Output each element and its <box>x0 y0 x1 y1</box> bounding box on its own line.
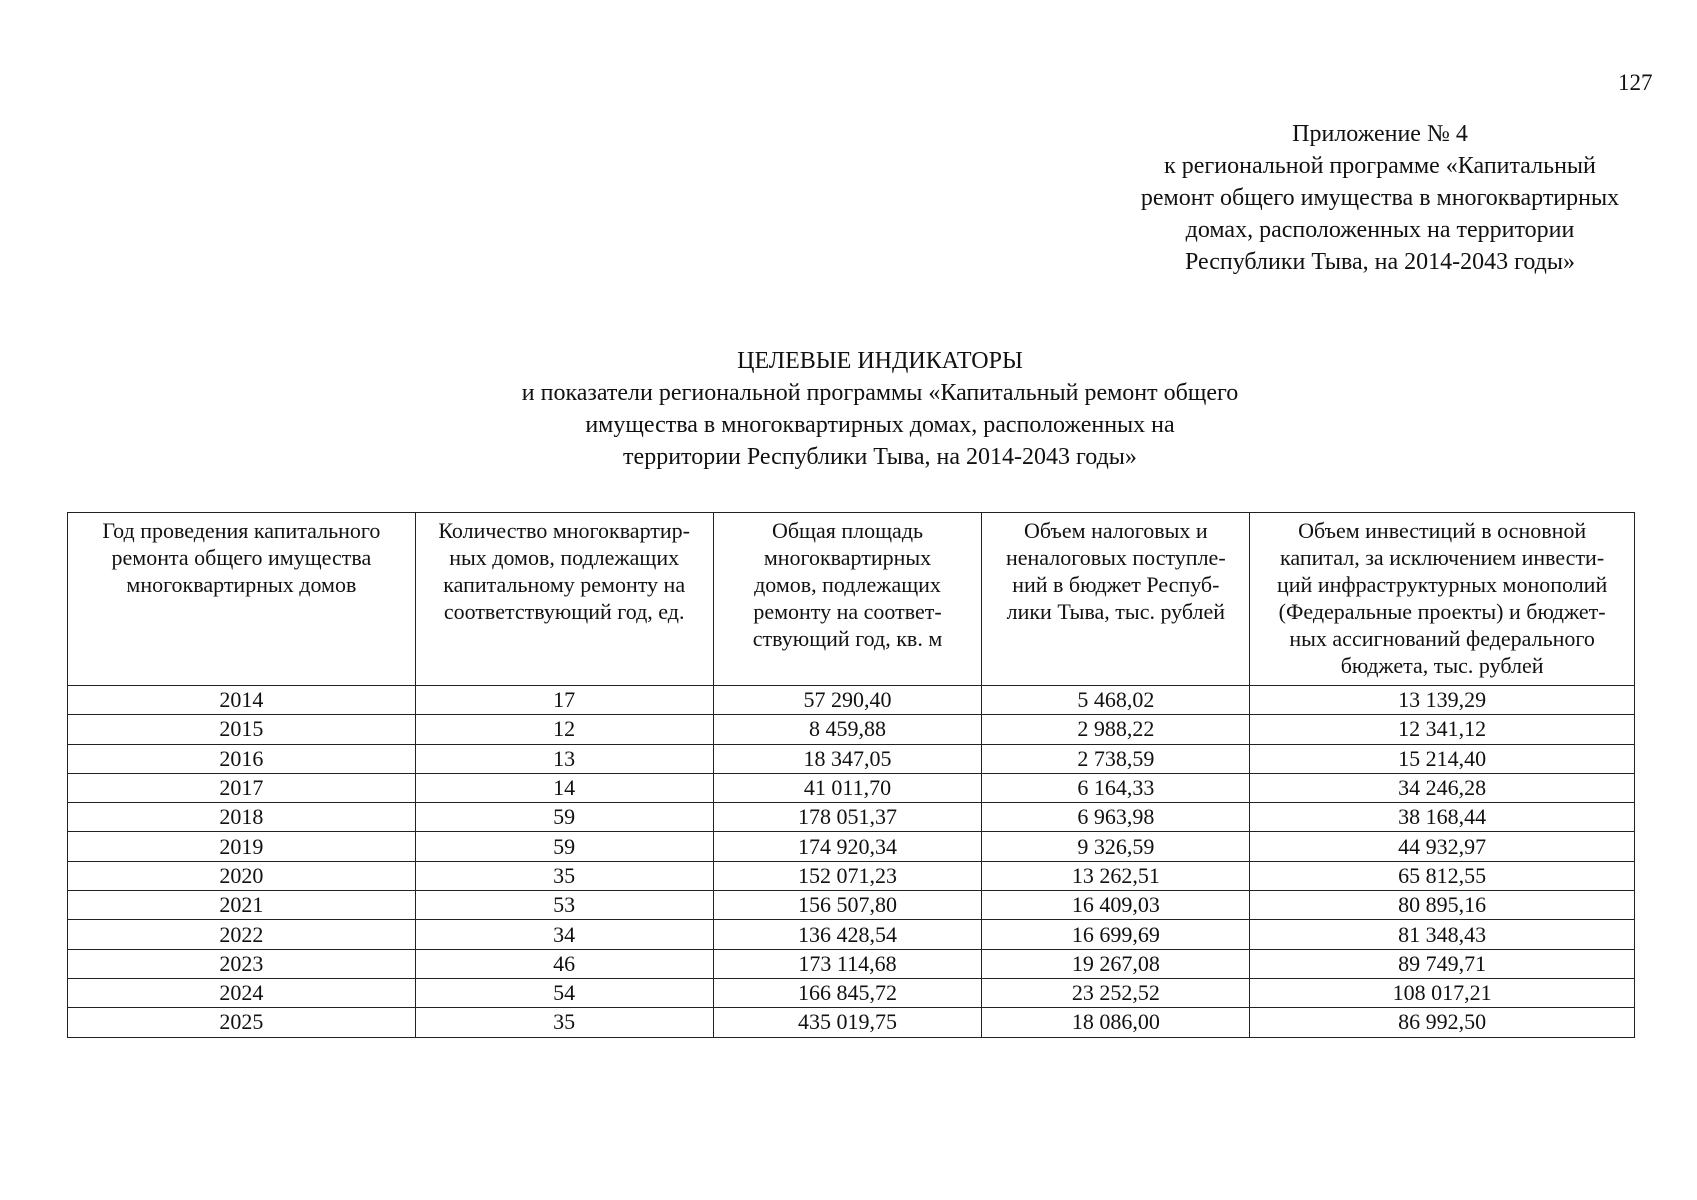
cell-investment: 34 246,28 <box>1250 773 1635 802</box>
header-line: (Федеральные проекты) и бюджет- <box>1278 599 1606 624</box>
header-line: ных домов, подлежащих <box>449 545 680 570</box>
header-line: бюджета, тыс. рублей <box>1340 653 1544 678</box>
header-line: ных ассигнований федерального <box>1289 626 1595 651</box>
table-row <box>68 978 1635 1007</box>
title-heading: ЦЕЛЕВЫЕ ИНДИКАТОРЫ <box>737 348 1023 374</box>
cell-house-count: 59 <box>415 803 713 832</box>
table-row <box>68 1008 1635 1037</box>
cell-year: 2017 <box>68 773 416 802</box>
cell-tax-revenue: 18 086,00 <box>982 1008 1250 1037</box>
header-house-count <box>415 513 713 686</box>
cell-total-area: 435 019,75 <box>713 1008 982 1037</box>
table-body <box>68 686 1635 1038</box>
cell-year: 2016 <box>68 744 416 773</box>
cell-house-count: 35 <box>415 861 713 890</box>
table-row <box>68 920 1635 949</box>
document-title <box>380 345 1380 473</box>
cell-total-area: 174 920,34 <box>713 832 982 861</box>
header-line: Общая площадь <box>771 518 924 543</box>
header-line: ций инфраструктурных монополий <box>1277 572 1608 597</box>
table-row <box>68 803 1635 832</box>
header-line: ремонта общего имущества <box>111 545 372 570</box>
table-row <box>68 686 1635 715</box>
header-line: ний в бюджет Респуб- <box>1012 572 1220 597</box>
header-line: лики Тыва, тыс. рублей <box>1006 599 1226 624</box>
cell-house-count: 35 <box>415 1008 713 1037</box>
cell-investment: 81 348,43 <box>1250 920 1635 949</box>
header-line: неналоговых поступле- <box>1006 545 1226 570</box>
header-line: Объем инвестиций в основной <box>1298 518 1587 543</box>
cell-house-count: 46 <box>415 949 713 978</box>
appendix-line: Приложение № 4 <box>1292 121 1468 147</box>
appendix-line: домах, расположенных на территории <box>1185 217 1575 243</box>
cell-total-area: 8 459,88 <box>713 715 982 744</box>
table-row <box>68 861 1635 890</box>
cell-total-area: 136 428,54 <box>713 920 982 949</box>
cell-house-count: 14 <box>415 773 713 802</box>
header-investment <box>1250 513 1635 686</box>
header-total-area <box>713 513 982 686</box>
cell-total-area: 173 114,68 <box>713 949 982 978</box>
header-line: ремонту на соответ- <box>753 599 942 624</box>
cell-tax-revenue: 19 267,08 <box>982 949 1250 978</box>
cell-total-area: 166 845,72 <box>713 978 982 1007</box>
cell-tax-revenue: 13 262,51 <box>982 861 1250 890</box>
cell-tax-revenue: 2 988,22 <box>982 715 1250 744</box>
cell-investment: 13 139,29 <box>1250 686 1635 715</box>
cell-house-count: 34 <box>415 920 713 949</box>
page-number: 127 <box>1618 70 1653 95</box>
title-line: территории Республики Тыва, на 2014-2043 годы» <box>623 444 1137 470</box>
cell-tax-revenue: 2 738,59 <box>982 744 1250 773</box>
cell-investment: 86 992,50 <box>1250 1008 1635 1037</box>
cell-year: 2024 <box>68 978 416 1007</box>
cell-total-area: 156 507,80 <box>713 891 982 920</box>
title-line: имущества в многоквартирных домах, расположенных на <box>585 412 1175 438</box>
cell-total-area: 57 290,40 <box>713 686 982 715</box>
cell-house-count: 13 <box>415 744 713 773</box>
cell-house-count: 17 <box>415 686 713 715</box>
table-row <box>68 891 1635 920</box>
indicators-table <box>67 512 1635 1038</box>
header-line: многоквартирных домов <box>126 572 357 597</box>
appendix-line: к региональной программе «Капитальный <box>1164 153 1596 179</box>
title-line: и показатели региональной программы «Капитальный ремонт общего <box>521 380 1239 406</box>
cell-tax-revenue: 9 326,59 <box>982 832 1250 861</box>
header-line: Год проведения капитального <box>102 518 381 543</box>
header-line: капитал, за исключением инвести- <box>1280 545 1605 570</box>
table-row <box>68 773 1635 802</box>
cell-investment: 65 812,55 <box>1250 861 1635 890</box>
table-row <box>68 744 1635 773</box>
appendix-line: Республики Тыва, на 2014-2043 годы» <box>1184 249 1576 275</box>
cell-year: 2014 <box>68 686 416 715</box>
cell-total-area: 178 051,37 <box>713 803 982 832</box>
cell-total-area: 41 011,70 <box>713 773 982 802</box>
cell-year: 2023 <box>68 949 416 978</box>
appendix-line: ремонт общего имущества в многоквартирных <box>1140 185 1620 211</box>
cell-total-area: 18 347,05 <box>713 744 982 773</box>
cell-house-count: 59 <box>415 832 713 861</box>
header-line: многоквартирных <box>763 545 932 570</box>
cell-tax-revenue: 23 252,52 <box>982 978 1250 1007</box>
cell-investment: 80 895,16 <box>1250 891 1635 920</box>
header-line: домов, подлежащих <box>754 572 941 597</box>
cell-year: 2022 <box>68 920 416 949</box>
cell-investment: 108 017,21 <box>1250 978 1635 1007</box>
cell-investment: 38 168,44 <box>1250 803 1635 832</box>
cell-tax-revenue: 6 164,33 <box>982 773 1250 802</box>
table-row <box>68 715 1635 744</box>
cell-year: 2019 <box>68 832 416 861</box>
table-row <box>68 949 1635 978</box>
cell-year: 2025 <box>68 1008 416 1037</box>
header-tax-revenue <box>982 513 1250 686</box>
cell-tax-revenue: 6 963,98 <box>982 803 1250 832</box>
cell-investment: 89 749,71 <box>1250 949 1635 978</box>
header-line: ствующий год, кв. м <box>752 626 943 651</box>
table-header-row <box>68 513 1635 686</box>
cell-tax-revenue: 16 409,03 <box>982 891 1250 920</box>
cell-investment: 15 214,40 <box>1250 744 1635 773</box>
cell-tax-revenue: 5 468,02 <box>982 686 1250 715</box>
cell-total-area: 152 071,23 <box>713 861 982 890</box>
table-row <box>68 832 1635 861</box>
cell-year: 2015 <box>68 715 416 744</box>
header-line: соответствующий год, ед. <box>443 599 685 624</box>
cell-tax-revenue: 16 699,69 <box>982 920 1250 949</box>
header-line: Количество многоквартир- <box>438 518 690 543</box>
cell-year: 2020 <box>68 861 416 890</box>
cell-investment: 44 932,97 <box>1250 832 1635 861</box>
appendix-note <box>1080 118 1680 278</box>
cell-year: 2021 <box>68 891 416 920</box>
cell-house-count: 54 <box>415 978 713 1007</box>
cell-investment: 12 341,12 <box>1250 715 1635 744</box>
cell-year: 2018 <box>68 803 416 832</box>
header-line: капитальному ремонту на <box>443 572 686 597</box>
header-line: Объем налоговых и <box>1023 518 1208 543</box>
header-year <box>68 513 416 686</box>
cell-house-count: 12 <box>415 715 713 744</box>
cell-house-count: 53 <box>415 891 713 920</box>
